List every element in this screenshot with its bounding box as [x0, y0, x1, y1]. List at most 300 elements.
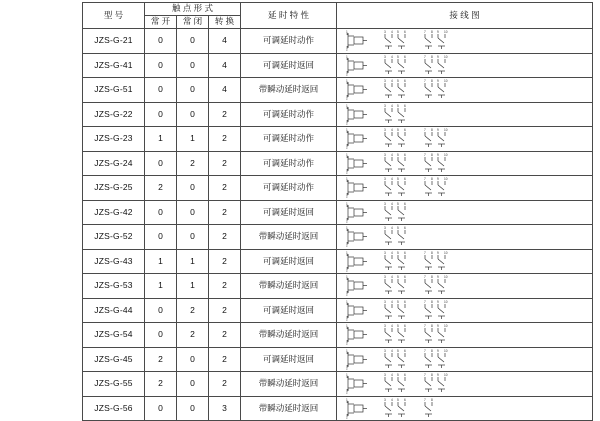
- svg-text:9: 9: [437, 128, 439, 133]
- svg-text:4: 4: [391, 397, 393, 402]
- svg-text:4: 4: [391, 373, 393, 378]
- contact-group-diagram: [381, 373, 411, 394]
- svg-text:7: 7: [424, 128, 426, 133]
- svg-text:6: 6: [404, 128, 406, 133]
- coil-terminal-diagram: [345, 398, 371, 419]
- cell-changeover: 2: [209, 298, 241, 323]
- cell-model: JZS-G-21: [83, 29, 145, 54]
- coil-terminal-diagram: [345, 55, 371, 76]
- svg-text:1: 1: [346, 54, 348, 59]
- svg-text:6: 6: [404, 348, 406, 353]
- svg-text:6: 6: [404, 275, 406, 280]
- svg-text:1: 1: [346, 30, 348, 35]
- svg-text:3: 3: [384, 30, 386, 35]
- svg-text:8: 8: [431, 299, 433, 304]
- contact-group-diagram: [421, 275, 451, 296]
- coil-terminal-diagram: [345, 373, 371, 394]
- contact-group-diagram: [381, 79, 411, 100]
- svg-text:8: 8: [431, 397, 433, 402]
- svg-text:6: 6: [404, 201, 406, 206]
- svg-text:2: 2: [346, 194, 348, 199]
- cell-normally-closed: 0: [177, 347, 209, 372]
- contact-group-diagram: [421, 398, 438, 419]
- cell-delay-characteristic: 带瞬动延时返回: [241, 372, 337, 397]
- svg-text:6: 6: [404, 54, 406, 59]
- svg-text:6: 6: [404, 299, 406, 304]
- svg-text:3: 3: [384, 103, 386, 108]
- coil-terminal-diagram: [345, 226, 371, 247]
- svg-text:5: 5: [397, 299, 399, 304]
- svg-text:3: 3: [384, 348, 386, 353]
- svg-text:10: 10: [444, 299, 448, 304]
- svg-text:5: 5: [397, 250, 399, 255]
- table-row: [83, 274, 593, 299]
- coil-terminal-diagram: [345, 324, 371, 345]
- cell-normally-closed: 0: [177, 78, 209, 103]
- cell-delay-characteristic: 可调延时返回: [241, 298, 337, 323]
- cell-wiring-diagram: [337, 396, 593, 421]
- svg-text:1: 1: [346, 128, 348, 133]
- cell-normally-closed: 0: [177, 102, 209, 127]
- cell-changeover: 2: [209, 102, 241, 127]
- svg-text:7: 7: [424, 54, 426, 59]
- wiring-diagram: [337, 299, 592, 322]
- svg-text:7: 7: [424, 397, 426, 402]
- svg-text:4: 4: [391, 201, 393, 206]
- cell-changeover: 4: [209, 78, 241, 103]
- svg-text:3: 3: [384, 275, 386, 280]
- svg-text:6: 6: [404, 397, 406, 402]
- cell-normally-open: 0: [145, 225, 177, 250]
- coil-terminal-diagram: [345, 202, 371, 223]
- svg-text:8: 8: [431, 373, 433, 378]
- svg-text:2: 2: [346, 47, 348, 52]
- svg-text:4: 4: [391, 348, 393, 353]
- cell-wiring-diagram: [337, 225, 593, 250]
- cell-delay-characteristic: 可调延时动作: [241, 127, 337, 152]
- table-body: [83, 29, 593, 421]
- svg-text:8: 8: [431, 30, 433, 35]
- svg-text:3: 3: [384, 79, 386, 84]
- contact-group-diagram: [381, 226, 411, 247]
- svg-text:1: 1: [346, 397, 348, 402]
- svg-text:3: 3: [384, 324, 386, 329]
- svg-text:4: 4: [391, 324, 393, 329]
- svg-text:2: 2: [346, 415, 348, 420]
- svg-text:1: 1: [346, 201, 348, 206]
- svg-text:9: 9: [437, 299, 439, 304]
- svg-text:3: 3: [384, 201, 386, 206]
- header-delay-characteristic: 延 时 特 性: [241, 3, 337, 29]
- table-row: [83, 78, 593, 103]
- svg-text:1: 1: [346, 373, 348, 378]
- cell-normally-closed: 1: [177, 249, 209, 274]
- svg-text:10: 10: [444, 348, 448, 353]
- svg-text:1: 1: [346, 152, 348, 157]
- svg-text:4: 4: [391, 103, 393, 108]
- svg-text:1: 1: [346, 79, 348, 84]
- svg-text:6: 6: [404, 250, 406, 255]
- contact-group-diagram: [381, 128, 411, 149]
- svg-text:6: 6: [404, 103, 406, 108]
- table-row: [83, 225, 593, 250]
- svg-text:2: 2: [346, 268, 348, 273]
- cell-wiring-diagram: [337, 78, 593, 103]
- cell-normally-closed: 1: [177, 127, 209, 152]
- contact-group-diagram: [421, 177, 451, 198]
- wiring-diagram: [337, 348, 592, 371]
- wiring-diagram: [337, 54, 592, 77]
- svg-text:9: 9: [437, 177, 439, 182]
- svg-text:9: 9: [437, 30, 439, 35]
- svg-text:3: 3: [384, 128, 386, 133]
- cell-changeover: 4: [209, 53, 241, 78]
- contact-group-diagram: [421, 349, 451, 370]
- spec-table-page: [0, 2, 600, 420]
- svg-text:5: 5: [397, 152, 399, 157]
- cell-normally-open: 1: [145, 274, 177, 299]
- svg-text:2: 2: [346, 72, 348, 77]
- cell-model: JZS-G-54: [83, 323, 145, 348]
- coil-terminal-diagram: [345, 177, 371, 198]
- svg-text:2: 2: [346, 145, 348, 150]
- svg-text:3: 3: [384, 250, 386, 255]
- cell-changeover: 2: [209, 200, 241, 225]
- svg-text:7: 7: [424, 79, 426, 84]
- cell-model: JZS-G-23: [83, 127, 145, 152]
- cell-model: JZS-G-25: [83, 176, 145, 201]
- wiring-diagram: [337, 250, 592, 273]
- cell-wiring-diagram: [337, 372, 593, 397]
- cell-model: JZS-G-44: [83, 298, 145, 323]
- table-row: [83, 249, 593, 274]
- cell-normally-open: 2: [145, 372, 177, 397]
- svg-text:3: 3: [384, 226, 386, 231]
- svg-text:6: 6: [404, 324, 406, 329]
- svg-text:4: 4: [391, 275, 393, 280]
- cell-normally-closed: 1: [177, 274, 209, 299]
- cell-model: JZS-G-24: [83, 151, 145, 176]
- svg-text:9: 9: [437, 275, 439, 280]
- svg-text:5: 5: [397, 54, 399, 59]
- cell-wiring-diagram: [337, 347, 593, 372]
- svg-text:7: 7: [424, 152, 426, 157]
- svg-text:10: 10: [444, 30, 448, 35]
- cell-model: JZS-G-22: [83, 102, 145, 127]
- svg-text:10: 10: [444, 324, 448, 329]
- contact-group-diagram: [381, 398, 411, 419]
- svg-text:5: 5: [397, 128, 399, 133]
- coil-terminal-diagram: [345, 128, 371, 149]
- contact-group-diagram: [381, 177, 411, 198]
- cell-normally-open: 0: [145, 298, 177, 323]
- contact-group-diagram: [421, 373, 451, 394]
- svg-text:8: 8: [431, 54, 433, 59]
- contact-group-diagram: [421, 30, 451, 51]
- cell-delay-characteristic: 可调延时返回: [241, 347, 337, 372]
- coil-terminal-diagram: [345, 79, 371, 100]
- cell-wiring-diagram: [337, 298, 593, 323]
- svg-text:3: 3: [384, 373, 386, 378]
- cell-delay-characteristic: 可调延时返回: [241, 200, 337, 225]
- svg-text:9: 9: [437, 348, 439, 353]
- svg-text:9: 9: [437, 250, 439, 255]
- cell-delay-characteristic: 带瞬动延时返回: [241, 396, 337, 421]
- svg-text:5: 5: [397, 201, 399, 206]
- cell-normally-closed: 0: [177, 200, 209, 225]
- cell-changeover: 2: [209, 372, 241, 397]
- table-row: [83, 323, 593, 348]
- cell-delay-characteristic: 可调延时返回: [241, 249, 337, 274]
- coil-terminal-diagram: [345, 275, 371, 296]
- cell-normally-open: 0: [145, 53, 177, 78]
- table-row: [83, 298, 593, 323]
- svg-text:8: 8: [431, 275, 433, 280]
- cell-normally-open: 2: [145, 347, 177, 372]
- cell-changeover: 2: [209, 274, 241, 299]
- cell-changeover: 4: [209, 29, 241, 54]
- cell-model: JZS-G-51: [83, 78, 145, 103]
- contact-group-diagram: [421, 251, 451, 272]
- cell-delay-characteristic: 带瞬动延时返回: [241, 323, 337, 348]
- svg-text:7: 7: [424, 373, 426, 378]
- cell-changeover: 2: [209, 127, 241, 152]
- header-normally-closed: 常 闭: [177, 16, 209, 29]
- table-row: [83, 53, 593, 78]
- svg-text:10: 10: [444, 54, 448, 59]
- svg-text:5: 5: [397, 373, 399, 378]
- cell-normally-closed: 0: [177, 225, 209, 250]
- table-row: [83, 127, 593, 152]
- svg-text:4: 4: [391, 250, 393, 255]
- svg-text:4: 4: [391, 299, 393, 304]
- cell-wiring-diagram: [337, 151, 593, 176]
- cell-wiring-diagram: [337, 200, 593, 225]
- svg-text:1: 1: [346, 250, 348, 255]
- svg-text:6: 6: [404, 79, 406, 84]
- coil-terminal-diagram: [345, 153, 371, 174]
- svg-text:7: 7: [424, 250, 426, 255]
- cell-normally-closed: 0: [177, 53, 209, 78]
- table-row: [83, 29, 593, 54]
- svg-text:8: 8: [431, 348, 433, 353]
- svg-text:2: 2: [346, 243, 348, 248]
- svg-text:5: 5: [397, 103, 399, 108]
- svg-text:8: 8: [431, 177, 433, 182]
- wiring-diagram: [337, 372, 592, 395]
- svg-text:7: 7: [424, 299, 426, 304]
- svg-text:10: 10: [444, 373, 448, 378]
- svg-text:7: 7: [424, 177, 426, 182]
- svg-text:5: 5: [397, 79, 399, 84]
- svg-text:4: 4: [391, 152, 393, 157]
- table-row: [83, 102, 593, 127]
- svg-text:1: 1: [346, 348, 348, 353]
- wiring-diagram: [337, 29, 592, 52]
- contact-group-diagram: [381, 55, 411, 76]
- table-row: [83, 200, 593, 225]
- cell-model: JZS-G-55: [83, 372, 145, 397]
- contact-group-diagram: [381, 30, 411, 51]
- svg-text:3: 3: [384, 152, 386, 157]
- svg-text:1: 1: [346, 177, 348, 182]
- svg-text:8: 8: [431, 128, 433, 133]
- table-row: [83, 347, 593, 372]
- svg-text:10: 10: [444, 177, 448, 182]
- contact-group-diagram: [421, 79, 451, 100]
- cell-normally-open: 1: [145, 127, 177, 152]
- svg-text:8: 8: [431, 324, 433, 329]
- header-normally-open: 常 开: [145, 16, 177, 29]
- svg-text:5: 5: [397, 348, 399, 353]
- header-wiring-diagram: 接 线 图: [337, 3, 593, 29]
- svg-text:6: 6: [404, 30, 406, 35]
- cell-normally-open: 0: [145, 396, 177, 421]
- cell-delay-characteristic: 可调延时动作: [241, 151, 337, 176]
- svg-text:9: 9: [437, 373, 439, 378]
- cell-changeover: 3: [209, 396, 241, 421]
- svg-text:2: 2: [346, 292, 348, 297]
- cell-changeover: 2: [209, 347, 241, 372]
- svg-text:8: 8: [431, 250, 433, 255]
- svg-text:6: 6: [404, 226, 406, 231]
- cell-normally-closed: 0: [177, 29, 209, 54]
- cell-changeover: 2: [209, 225, 241, 250]
- contact-group-diagram: [381, 251, 411, 272]
- svg-text:10: 10: [444, 250, 448, 255]
- wiring-diagram: [337, 78, 592, 101]
- svg-text:2: 2: [346, 390, 348, 395]
- cell-wiring-diagram: [337, 323, 593, 348]
- cell-normally-open: 0: [145, 29, 177, 54]
- cell-normally-closed: 0: [177, 176, 209, 201]
- svg-text:5: 5: [397, 397, 399, 402]
- relay-spec-table: [82, 2, 593, 421]
- cell-normally-closed: 2: [177, 298, 209, 323]
- svg-text:4: 4: [391, 54, 393, 59]
- wiring-diagram: [337, 176, 592, 199]
- contact-group-diagram: [421, 128, 451, 149]
- svg-text:2: 2: [346, 121, 348, 126]
- svg-text:9: 9: [437, 152, 439, 157]
- svg-text:2: 2: [346, 341, 348, 346]
- cell-model: JZS-G-42: [83, 200, 145, 225]
- cell-normally-open: 0: [145, 323, 177, 348]
- contact-group-diagram: [381, 202, 411, 223]
- contact-group-diagram: [381, 275, 411, 296]
- cell-changeover: 2: [209, 249, 241, 274]
- svg-text:7: 7: [424, 30, 426, 35]
- contact-group-diagram: [421, 153, 451, 174]
- cell-normally-closed: 0: [177, 372, 209, 397]
- cell-delay-characteristic: 可调延时动作: [241, 29, 337, 54]
- svg-text:2: 2: [346, 170, 348, 175]
- svg-text:10: 10: [444, 128, 448, 133]
- svg-text:5: 5: [397, 177, 399, 182]
- coil-terminal-diagram: [345, 349, 371, 370]
- cell-model: JZS-G-53: [83, 274, 145, 299]
- table-row: [83, 372, 593, 397]
- svg-text:4: 4: [391, 30, 393, 35]
- coil-terminal-diagram: [345, 104, 371, 125]
- svg-text:3: 3: [384, 54, 386, 59]
- wiring-diagram: [337, 397, 592, 420]
- svg-text:6: 6: [404, 177, 406, 182]
- header-model: 型 号: [83, 3, 145, 29]
- cell-normally-open: 0: [145, 151, 177, 176]
- svg-text:8: 8: [431, 152, 433, 157]
- table-header: [83, 3, 593, 29]
- contact-group-diagram: [421, 324, 451, 345]
- svg-text:2: 2: [346, 96, 348, 101]
- cell-model: JZS-G-56: [83, 396, 145, 421]
- cell-delay-characteristic: 带瞬动延时返回: [241, 78, 337, 103]
- cell-wiring-diagram: [337, 127, 593, 152]
- svg-text:2: 2: [346, 317, 348, 322]
- cell-delay-characteristic: 可调延时动作: [241, 176, 337, 201]
- svg-text:6: 6: [404, 373, 406, 378]
- svg-text:5: 5: [397, 30, 399, 35]
- cell-delay-characteristic: 带瞬动延时返回: [241, 274, 337, 299]
- svg-text:1: 1: [346, 275, 348, 280]
- svg-text:4: 4: [391, 177, 393, 182]
- cell-model: JZS-G-41: [83, 53, 145, 78]
- svg-text:9: 9: [437, 324, 439, 329]
- svg-text:10: 10: [444, 275, 448, 280]
- svg-text:9: 9: [437, 54, 439, 59]
- svg-text:1: 1: [346, 299, 348, 304]
- svg-text:10: 10: [444, 79, 448, 84]
- wiring-diagram: [337, 127, 592, 150]
- wiring-diagram: [337, 274, 592, 297]
- contact-group-diagram: [381, 324, 411, 345]
- svg-text:7: 7: [424, 275, 426, 280]
- contact-group-diagram: [381, 104, 411, 125]
- cell-delay-characteristic: 可调延时动作: [241, 102, 337, 127]
- wiring-diagram: [337, 152, 592, 175]
- svg-text:1: 1: [346, 103, 348, 108]
- cell-wiring-diagram: [337, 53, 593, 78]
- cell-changeover: 2: [209, 176, 241, 201]
- cell-normally-closed: 2: [177, 151, 209, 176]
- contact-group-diagram: [421, 55, 451, 76]
- svg-text:5: 5: [397, 324, 399, 329]
- svg-text:3: 3: [384, 299, 386, 304]
- svg-text:8: 8: [431, 79, 433, 84]
- cell-wiring-diagram: [337, 102, 593, 127]
- wiring-diagram: [337, 201, 592, 224]
- header-contact-form: 触 点 形 式: [145, 3, 241, 16]
- cell-normally-closed: 0: [177, 396, 209, 421]
- contact-group-diagram: [381, 153, 411, 174]
- header-changeover: 转 换: [209, 16, 241, 29]
- svg-text:4: 4: [391, 128, 393, 133]
- cell-normally-closed: 2: [177, 323, 209, 348]
- wiring-diagram: [337, 225, 592, 248]
- table-row: [83, 176, 593, 201]
- contact-group-diagram: [421, 300, 451, 321]
- svg-text:10: 10: [444, 152, 448, 157]
- cell-wiring-diagram: [337, 176, 593, 201]
- cell-wiring-diagram: [337, 274, 593, 299]
- cell-changeover: 2: [209, 151, 241, 176]
- svg-text:5: 5: [397, 275, 399, 280]
- contact-group-diagram: [381, 300, 411, 321]
- table-row: [83, 151, 593, 176]
- cell-wiring-diagram: [337, 29, 593, 54]
- cell-wiring-diagram: [337, 249, 593, 274]
- contact-group-diagram: [381, 349, 411, 370]
